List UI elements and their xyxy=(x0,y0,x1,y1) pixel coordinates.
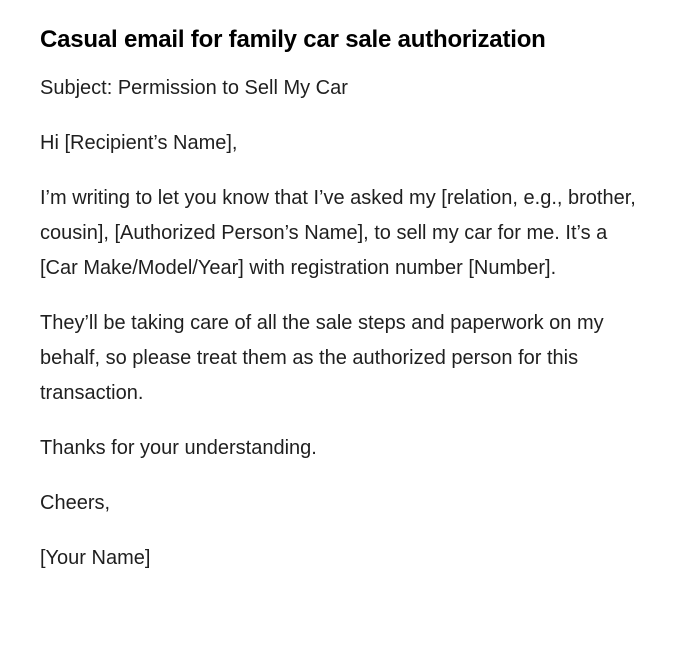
email-subject: Subject: Permission to Sell My Car xyxy=(40,77,348,99)
email-thanks: Thanks for your understanding. xyxy=(40,437,317,459)
email-body-paragraph-2: They’ll be taking care of all the sale steps and paperwork on my behalf, so please treat them as the authorized person for this transaction. xyxy=(40,312,604,404)
email-document xyxy=(40,24,640,596)
email-body-paragraph-1: I’m writing to let you know that I’ve asked my [relation, e.g., brother, cousin], [Authorized Person’s Name], to sell my car for me. It’s a [Car Make/Model/Year] with registration number [Number]. xyxy=(40,187,636,279)
document-title: Casual email for family car sale authorization xyxy=(40,26,546,53)
email-greeting: Hi [Recipient’s Name], xyxy=(40,132,238,154)
email-signature: [Your Name] xyxy=(40,547,151,569)
email-closing: Cheers, xyxy=(40,492,111,514)
